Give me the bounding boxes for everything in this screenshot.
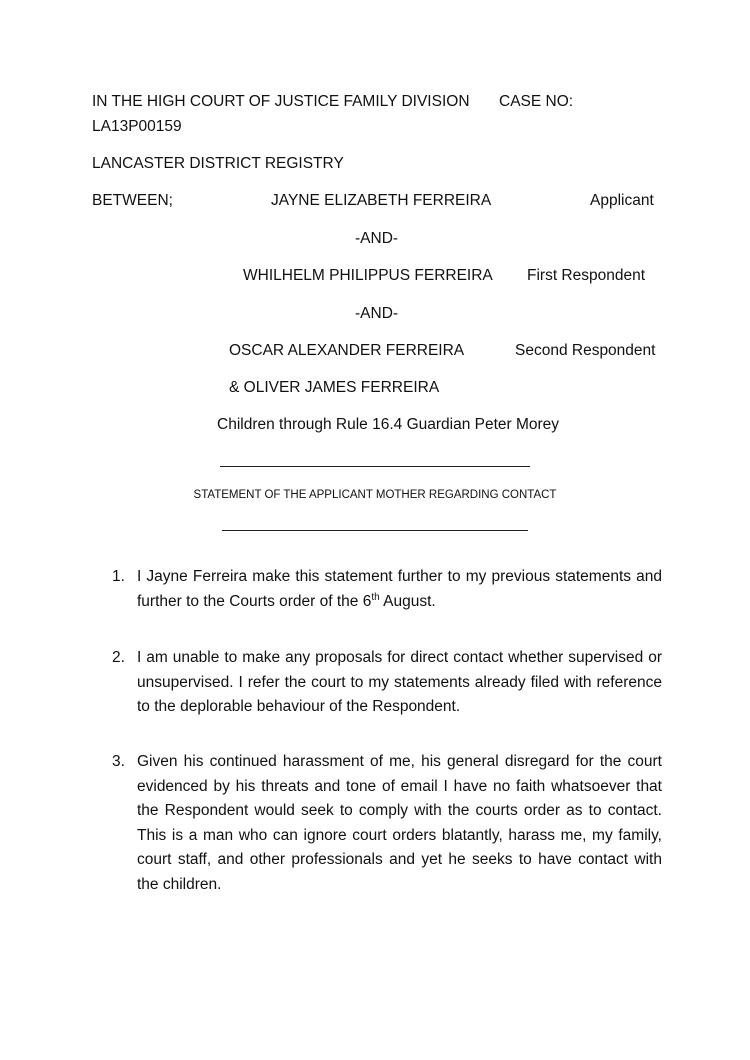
case-no-label: CASE NO: [499, 93, 574, 110]
paragraph-text: I Jayne Ferreira make this statement further to my previous statements and further to the Courts order of the 6th August. [137, 568, 662, 610]
second-respondent-role: Second Respondent [515, 342, 656, 359]
first-respondent-name: WHILHELM PHILIPPUS FERREIRA [243, 267, 493, 284]
paragraph-text: I am unable to make any proposals for direct contact whether supervised or unsupervised. I refer the court to my statements already filed with reference to the deplorable behaviour of the Respondent. [137, 649, 662, 715]
statement-title: STATEMENT OF THE APPLICANT MOTHER REGARDING CONTACT [193, 489, 557, 501]
ordinal-suffix: th [371, 591, 380, 603]
applicant-name: JAYNE ELIZABETH FERREIRA [271, 192, 492, 209]
second-respondent-name-2: & OLIVER JAMES FERREIRA [229, 379, 440, 396]
guardian-line: Children through Rule 16.4 Guardian Peter Morey [217, 416, 560, 433]
applicant-role: Applicant [590, 192, 654, 209]
court-heading: IN THE HIGH COURT OF JUSTICE FAMILY DIVISION [92, 93, 470, 110]
first-respondent-role: First Respondent [527, 267, 646, 284]
paragraph-text: Given his continued harassment of me, his general disregard for the court evidenced by his threats and tone of email I have no faith whatsoever that the Respondent would seek to comply with the courts order as to contact. This is a man who can ignore court orders blatantly, harass me, my family, court staff, and other professionals and yet he seeks to have contact with the children. [137, 753, 662, 893]
divider-bottom [222, 530, 528, 531]
and-separator-1: -AND- [355, 230, 399, 247]
paragraph-number: 2. [112, 649, 125, 666]
paragraph-number: 1. [112, 568, 125, 585]
registry: LANCASTER DISTRICT REGISTRY [92, 155, 344, 172]
second-respondent-name: OSCAR ALEXANDER FERREIRA [229, 342, 465, 359]
and-separator-2: -AND- [355, 305, 399, 322]
divider-top [220, 466, 530, 467]
case-number: LA13P00159 [92, 118, 182, 135]
paragraph-number: 3. [112, 753, 125, 770]
between-label: BETWEEN; [92, 192, 173, 209]
